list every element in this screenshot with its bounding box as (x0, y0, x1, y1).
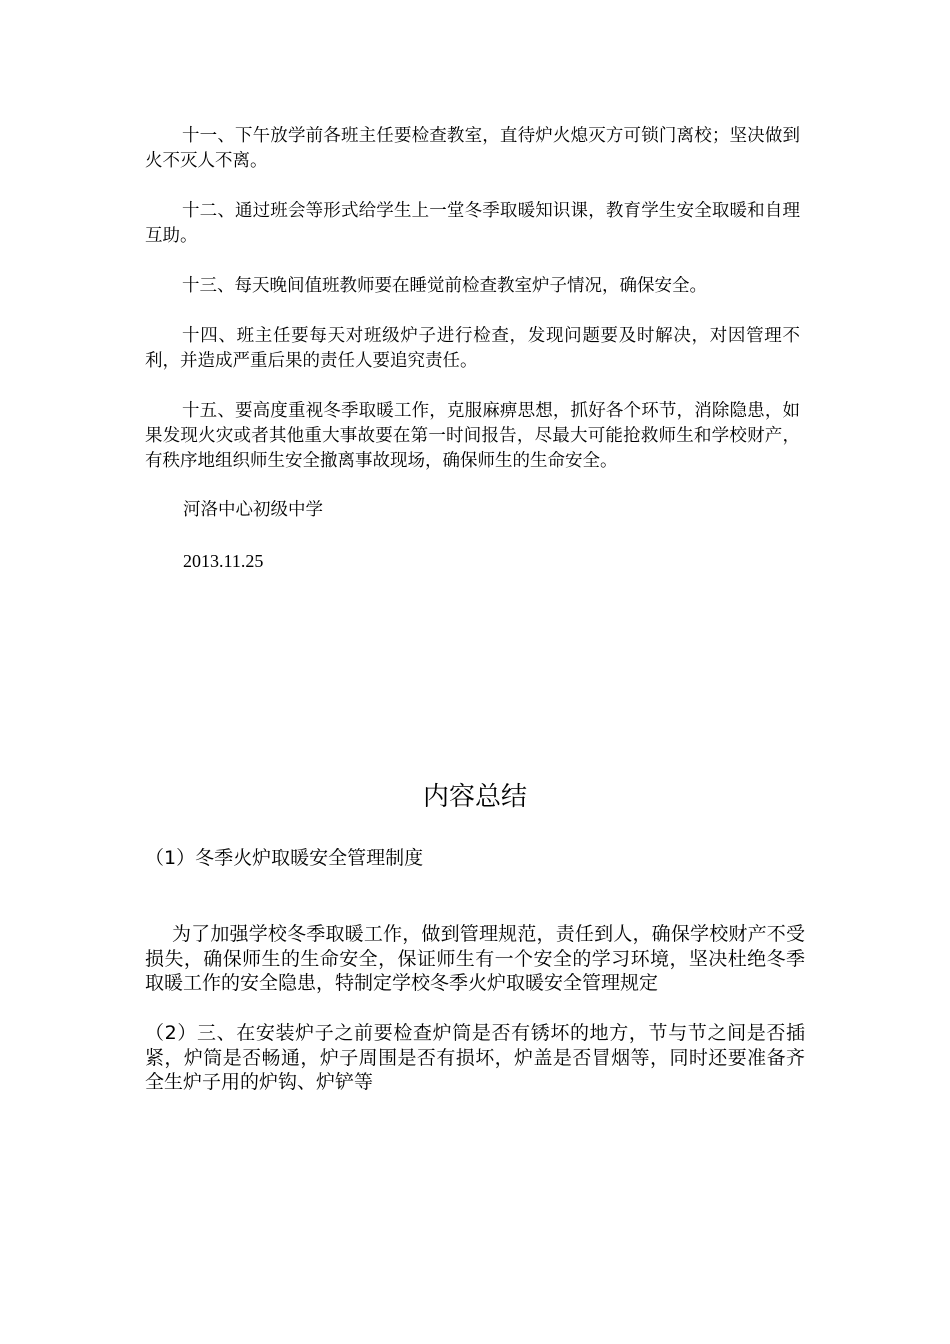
summary-item-1: （1）冬季火炉取暖安全管理制度 (145, 847, 424, 869)
summary-title: 内容总结 (422, 782, 527, 812)
paragraph-fifteen: 十五、要高度重视冬季取暖工作，克服麻痹思想，抓好各个环节，消除隐患，如果发现火灾或者其他重大事故要在第一时间报告，尽最大可能抢救师生和学校财产，有秩序地组织师生安全撤离事故现场，确保师生的生命安全。 (145, 401, 800, 471)
paragraph-fourteen: 十四、班主任要每天对班级炉子进行检查，发现问题要及时解决，对因管理不利，并造成严重后果的责任人要追究责任。 (145, 326, 800, 371)
document-date: 2013.11.25 (183, 551, 264, 571)
summary-item-2: （2）三、在安装炉子之前要检查炉筒是否有锈坏的地方，节与节之间是否插紧，炉筒是否畅通，炉子周围是否有损坏，炉盖是否冒烟等，同时还要准备齐全生炉子用的炉钩、炉铲等 (145, 1022, 805, 1093)
school-name: 河洛中心初级中学 (183, 500, 323, 520)
paragraph-thirteen: 十三、每天晚间值班教师要在睡觉前检查教室炉子情况，确保安全。 (182, 276, 707, 296)
paragraph-twelve: 十二、通过班会等形式给学生上一堂冬季取暖知识课，教育学生安全取暖和自理互助。 (145, 201, 800, 246)
paragraph-eleven: 十一、下午放学前各班主任要检查教室，直待炉火熄灭方可锁门离校；坚决做到火不灭人不离。 (145, 126, 800, 171)
summary-intro: 为了加强学校冬季取暖工作，做到管理规范，责任到人，确保学校财产不受损失，确保师生的生命安全，保证师生有一个安全的学习环境，坚决杜绝冬季取暖工作的安全隐患，特制定学校冬季火炉取暖安全管理规定 (145, 923, 805, 994)
